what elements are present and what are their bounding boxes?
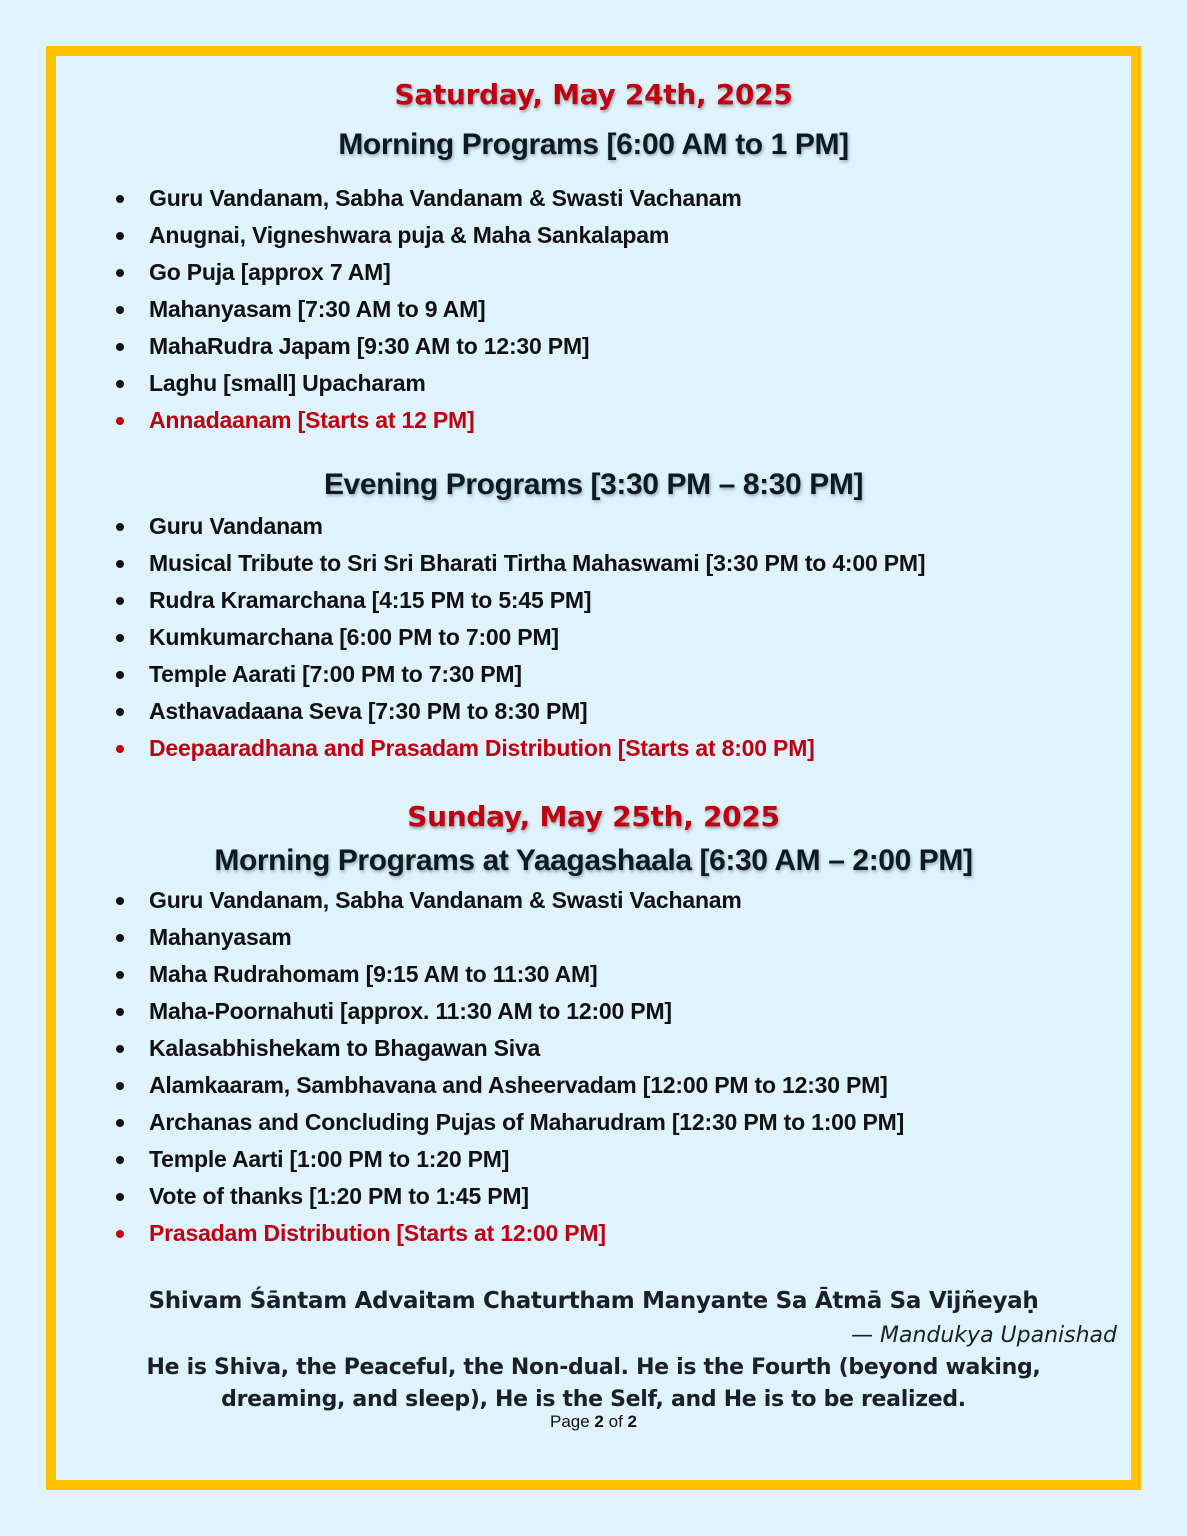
bullet-icon (116, 306, 124, 314)
program-item-text: Archanas and Concluding Pujas of Maharudram [12:30 PM to 1:00 PM] (149, 1109, 905, 1135)
sunday-morning-list (111, 882, 904, 1252)
current-page: 2 (594, 1412, 604, 1431)
of-label: of (608, 1412, 623, 1431)
quote-translation (56, 1352, 1131, 1416)
bullet-icon (116, 1008, 124, 1016)
program-item-text: Anugnai, Vigneshwara puja & Maha Sankalapam (149, 222, 670, 248)
program-item (111, 291, 742, 328)
program-item (111, 882, 904, 919)
bullet-icon (116, 343, 124, 351)
bullet-icon (116, 195, 124, 203)
bullet-icon (116, 1230, 124, 1238)
program-item (111, 693, 925, 730)
program-item (111, 619, 925, 656)
program-item-text: Mahanyasam [7:30 AM to 9 AM] (149, 296, 486, 322)
bullet-icon (116, 671, 124, 679)
bullet-icon (116, 597, 124, 605)
sunday-date-heading: Sunday, May 25th, 2025 (407, 800, 780, 833)
quote-source: — Mandukya Upanishad (851, 1323, 1117, 1348)
sanskrit-quote: Shivam Śāntam Advaitam Chaturtham Manyante Sa Ātmā Sa Vijñeyaḥ (148, 1288, 1039, 1314)
bullet-icon (116, 971, 124, 979)
program-item (111, 1178, 904, 1215)
page-border-frame (46, 46, 1141, 1490)
bullet-icon (116, 934, 124, 942)
bullet-icon (116, 708, 124, 716)
program-item-text: Vote of thanks [1:20 PM to 1:45 PM] (149, 1183, 529, 1209)
program-item-text: Go Puja [approx 7 AM] (149, 259, 391, 285)
bullet-icon (116, 1193, 124, 1201)
program-item-text: Temple Aarti [1:00 PM to 1:20 PM] (149, 1146, 510, 1172)
bullet-icon (116, 1082, 124, 1090)
page-prefix: Page (549, 1412, 590, 1431)
program-item-text: Guru Vandanam, Sabha Vandanam & Swasti Vachanam (149, 887, 742, 913)
sunday-morning-heading: Morning Programs at Yaagashaala [6:30 AM – 2:00 PM] (214, 844, 973, 877)
saturday-morning-list (111, 180, 742, 439)
program-item-text: Guru Vandanam (149, 513, 323, 539)
program-item (111, 365, 742, 402)
program-item (111, 508, 925, 545)
saturday-evening-list (111, 508, 925, 767)
program-item (111, 254, 742, 291)
bullet-icon (116, 745, 124, 753)
program-item-text: Asthavadaana Seva [7:30 PM to 8:30 PM] (149, 698, 588, 724)
bullet-icon (116, 523, 124, 531)
total-pages: 2 (627, 1412, 638, 1431)
program-item (111, 656, 925, 693)
program-item (111, 1141, 904, 1178)
bullet-icon (116, 1045, 124, 1053)
bullet-icon (116, 417, 124, 425)
saturday-evening-heading: Evening Programs [3:30 PM – 8:30 PM] (323, 468, 864, 501)
program-item (111, 582, 925, 619)
program-item-text: Guru Vandanam, Sabha Vandanam & Swasti Vachanam (149, 185, 742, 211)
program-item (111, 1104, 904, 1141)
program-item-text: Kumkumarchana [6:00 PM to 7:00 PM] (149, 624, 559, 650)
saturday-morning-heading: Morning Programs [6:00 AM to 1 PM] (338, 128, 849, 161)
program-item (111, 1067, 904, 1104)
bullet-icon (116, 1119, 124, 1127)
program-item (111, 180, 742, 217)
program-item (111, 1030, 904, 1067)
program-item-text: Kalasabhishekam to Bhagawan Siva (149, 1035, 541, 1061)
bullet-icon (116, 380, 124, 388)
page-number (56, 1412, 1131, 1432)
program-item-text: Prasadam Distribution [Starts at 12:00 PM] (149, 1220, 606, 1246)
program-item-text: Deepaaradhana and Prasadam Distribution [Starts at 8:00 PM] (149, 735, 815, 761)
program-item-text: Annadaanam [Starts at 12 PM] (149, 407, 475, 433)
bullet-icon (116, 232, 124, 240)
program-item (111, 545, 925, 582)
program-item (111, 993, 904, 1030)
program-item (111, 328, 742, 365)
program-item (111, 217, 742, 254)
program-item-text: Musical Tribute to Sri Sri Bharati Tirtha Mahaswami [3:30 PM to 4:00 PM] (149, 550, 926, 576)
translation-line-2: dreaming, and sleep), He is the Self, and He is to be realized. (221, 1387, 966, 1412)
bullet-icon (116, 634, 124, 642)
program-item-text: MahaRudra Japam [9:30 AM to 12:30 PM] (149, 333, 590, 359)
program-item (111, 402, 742, 439)
program-item (111, 730, 925, 767)
program-item-text: Maha-Poornahuti [approx. 11:30 AM to 12:00 PM] (149, 998, 672, 1024)
program-item (111, 919, 904, 956)
page-content (56, 56, 1131, 1480)
bullet-icon (116, 269, 124, 277)
program-item-text: Alamkaaram, Sambhavana and Asheervadam [12:00 PM to 12:30 PM] (149, 1072, 888, 1098)
translation-line-1: He is Shiva, the Peaceful, the Non-dual. He is the Fourth (beyond waking, (146, 1355, 1041, 1380)
program-item-text: Mahanyasam (149, 924, 292, 950)
bullet-icon (116, 897, 124, 905)
bullet-icon (116, 1156, 124, 1164)
program-item (111, 1215, 904, 1252)
program-item (111, 956, 904, 993)
saturday-date-heading: Saturday, May 24th, 2025 (394, 78, 793, 111)
program-item-text: Maha Rudrahomam [9:15 AM to 11:30 AM] (149, 961, 598, 987)
program-item-text: Rudra Kramarchana [4:15 PM to 5:45 PM] (149, 587, 592, 613)
bullet-icon (116, 560, 124, 568)
program-item-text: Temple Aarati [7:00 PM to 7:30 PM] (149, 661, 522, 687)
program-item-text: Laghu [small] Upacharam (149, 370, 426, 396)
